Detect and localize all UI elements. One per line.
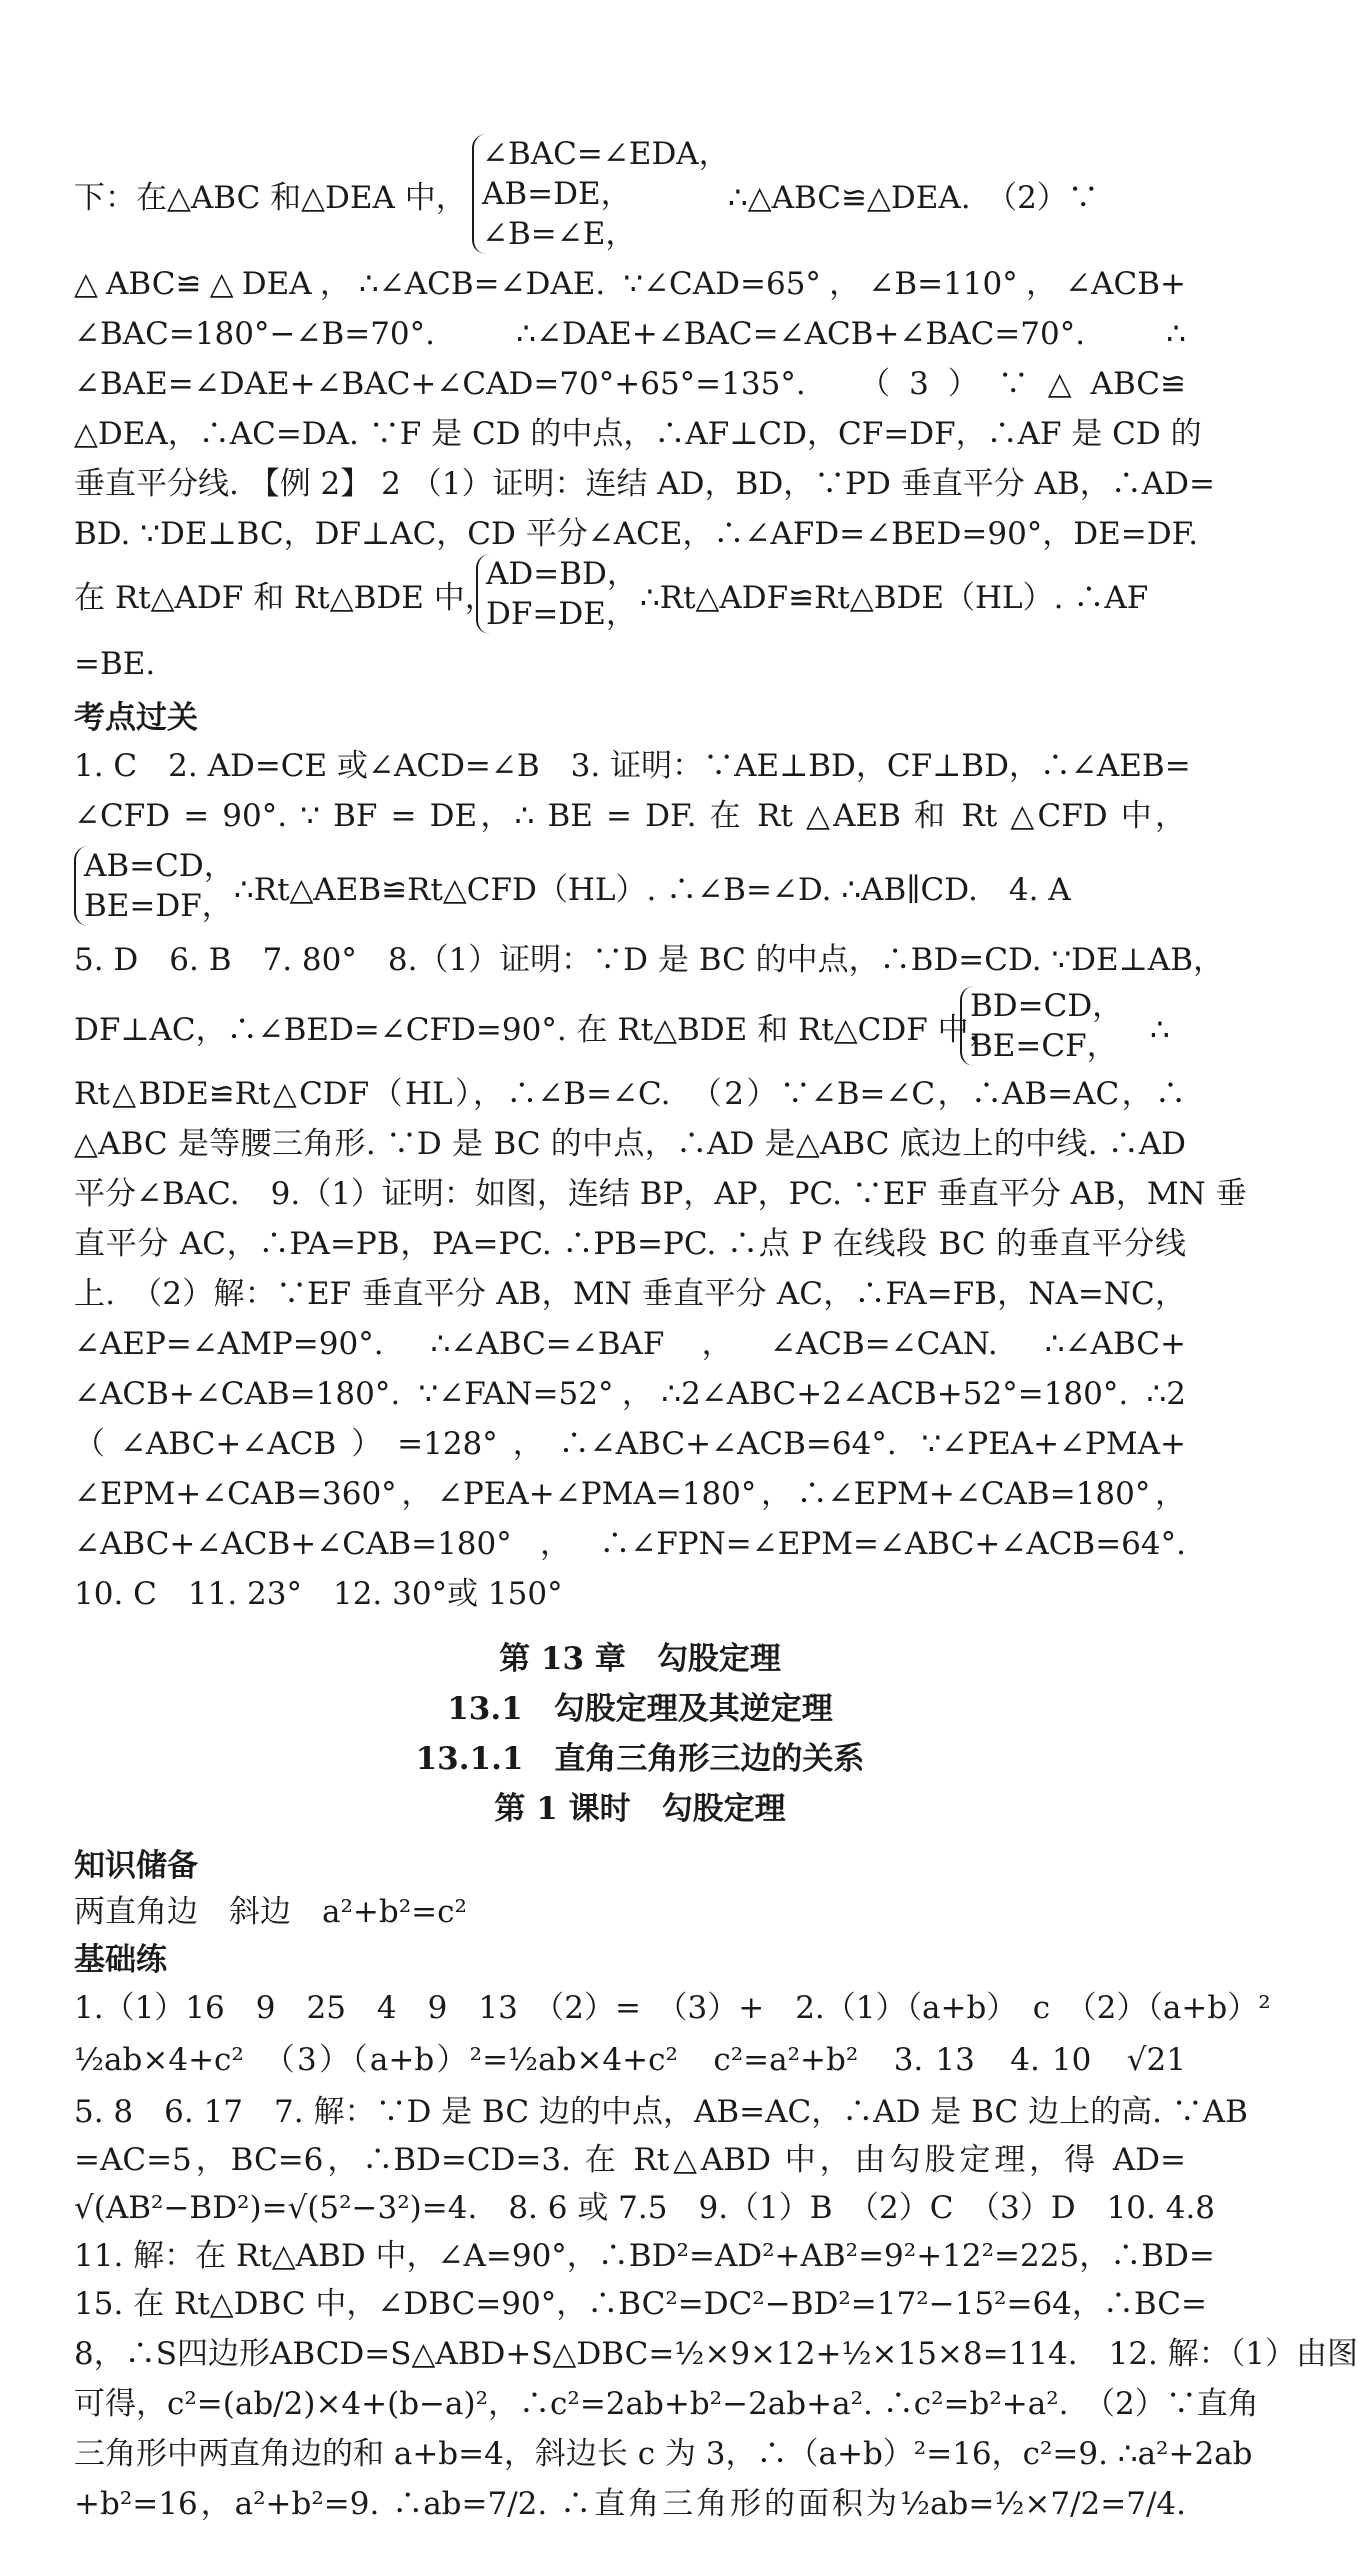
chapter-title: 第 13 章 勾股定理 (499, 1641, 781, 1677)
text-line: 1.（1）16 9 25 4 9 13 （2）= （3）+ 2.（1）（a+b） c （2）（a+b）² (74, 1990, 1271, 2026)
text-line: （∠ABC+∠ACB）=128°，∴∠ABC+∠ACB=64°. ∵∠PEA+∠PMA+ (74, 1426, 1186, 1462)
text-line: ∴Rt△AEB≌Rt△CFD（HL）. ∴∠B=∠D. ∴AB∥CD. 4. A (234, 872, 1071, 908)
text-line: ∴△ABC≌△DEA. （2）∵ (728, 180, 1099, 216)
text-line: 平分∠BAC. 9.（1）证明：如图，连结 BP，AP，PC. ∵EF 垂直平分 AB，MN 垂 (74, 1176, 1247, 1212)
text-line: Rt△BDE≌Rt△CDF（HL），∴∠B=∠C. （2）∵∠B=∠C，∴AB=AC，∴ (74, 1076, 1186, 1112)
text-line: △ABC 是等腰三角形. ∵D 是 BC 的中点，∴AD 是△ABC 底边上的中线. ∴AD (74, 1126, 1186, 1162)
equation-system (476, 554, 638, 634)
text-line: 8，∴S四边形ABCD=S△ABD+S△DBC=½×9×12+½×15×8=114. 12. 解：（1）由图 (74, 2336, 1358, 2372)
system-row: ∠BAC=∠EDA， (482, 136, 730, 172)
text-line: 上. （2）解：∵EF 垂直平分 AB，MN 垂直平分 AC，∴FA=FB，NA=NC， (74, 1276, 1186, 1312)
system-row: AD=BD， (486, 556, 638, 592)
text-line: =AC=5，BC=6，∴BD=CD=3. 在 Rt△ABD 中，由勾股定理，得 AD= (74, 2142, 1186, 2178)
text-line: 两直角边 斜边 a²+b²=c² (74, 1894, 467, 1930)
section-title: 13.1 勾股定理及其逆定理 (447, 1691, 833, 1727)
text-line: 15. 在 Rt△DBC 中，∠DBC=90°，∴BC²=DC²−BD²=17²−15²=64，∴BC= (74, 2286, 1207, 2322)
text-line: ∴ (1150, 1012, 1170, 1048)
system-row: AB=DE， (482, 176, 632, 212)
text-line: 1. C 2. AD=CE 或∠ACD=∠B 3. 证明：∵AE⊥BD，CF⊥BD，∴∠AEB= (74, 748, 1191, 784)
text-line: 直平分 AC，∴PA=PB，PA=PC. ∴PB=PC. ∴点 P 在线段 BC 的垂直平分线 (74, 1226, 1186, 1262)
text-line: ∠BAE=∠DAE+∠BAC+∠CAD=70°+65°=135°. （3）∵△ABC≌ (74, 366, 1186, 402)
text-line: 三角形中两直角边的和 a+b=4，斜边长 c 为 3，∴（a+b）²=16，c²=9. ∴a²+2ab (74, 2436, 1253, 2472)
text-line: =BE. (74, 646, 156, 682)
text-line: 5. 8 6. 17 7. 解：∵D 是 BC 边的中点，AB=AC，∴AD 是 BC 边上的高. ∵AB (74, 2094, 1248, 2130)
text-line: 5. D 6. B 7. 80° 8.（1）证明：∵D 是 BC 的中点，∴BD=CD. ∵DE⊥AB， (74, 942, 1224, 978)
text-line: 垂直平分线. 【例 2】 2 （1）证明：连结 AD，BD，∵PD 垂直平分 AB，∴AD= (74, 466, 1215, 502)
text-line: ∠EPM+∠CAB=360°，∠PEA+∠PMA=180°，∴∠EPM+∠CAB=180°， (74, 1476, 1186, 1512)
text-line: ∠ACB+∠CAB=180°. ∵∠FAN=52°，∴2∠ABC+2∠ACB+52°=180°. ∴2 (74, 1376, 1186, 1412)
text-line: ½ab×4+c² （3）（a+b）²=½ab×4+c² c²=a²+b² 3. 13 4. 10 √21 (74, 2042, 1186, 2078)
section-heading: 考点过关 (74, 700, 198, 736)
text-line: BD. ∵DE⊥BC，DF⊥AC，CD 平分∠ACE，∴∠AFD=∠BED=90°，DE=DF. (74, 516, 1199, 552)
text-line: 可得，c²=(ab/2)×4+(b−a)²，∴c²=2ab+b²−2ab+a². ∴c²=b²+a². （2）∵直角 (74, 2386, 1259, 2422)
text-line: ∠BAC=180°−∠B=70°. ∴∠DAE+∠BAC=∠ACB+∠BAC=70°. ∴ (74, 316, 1186, 352)
text-line: 下：在△ABC 和△DEA 中， (74, 180, 467, 216)
equation-system (960, 986, 1123, 1066)
equation-system (74, 846, 235, 926)
text-line: ∠CFD = 90°. ∵ BF = DE，∴ BE = DF. 在 Rt △AEB 和 Rt △CFD 中， (74, 798, 1186, 834)
system-row: BD=CD， (970, 988, 1124, 1024)
subsection-title: 13.1.1 直角三角形三边的关系 (415, 1741, 865, 1777)
system-row: AB=CD， (84, 848, 235, 884)
section-heading: 基础练 (74, 1942, 167, 1978)
text-line: 10. C 11. 23° 12. 30°或 150° (74, 1576, 563, 1612)
equation-system (472, 134, 730, 254)
system-row: DF=DE， (486, 596, 637, 632)
text-line: +b²=16，a²+b²=9. ∴ab=7/2. ∴直角三角形的面积为½ab=½×7/2=7/4. (74, 2486, 1186, 2522)
text-line: ∴Rt△ADF≌Rt△BDE（HL）. ∴AF (640, 580, 1149, 616)
lesson-title: 第 1 课时 勾股定理 (494, 1791, 786, 1827)
text-line: ∠AEP=∠AMP=90°. ∴∠ABC=∠BAF，∠ACB=∠CAN. ∴∠ABC+ (74, 1326, 1186, 1362)
text-line: 在 Rt△ADF 和 Rt△BDE 中， (74, 580, 496, 616)
system-row: BE=DF， (84, 888, 233, 924)
section-heading: 知识储备 (74, 1848, 198, 1884)
text-line: √(AB²−BD²)=√(5²−3²)=4. 8. 6 或 7.5 9.（1）B （2）C （3）D 10. 4.8 (74, 2190, 1216, 2226)
text-line: ∠ABC+∠ACB+∠CAB=180°，∴∠FPN=∠EPM=∠ABC+∠ACB=64°. (74, 1526, 1186, 1562)
text-line: △DEA，∴AC=DA. ∵F 是 CD 的中点，∴AF⊥CD，CF=DF，∴AF 是 CD 的 (74, 416, 1202, 452)
text-line: △ABC≌△DEA，∴∠ACB=∠DAE. ∵∠CAD=65°，∠B=110°，∠ACB+ (74, 266, 1186, 302)
text-line: DF⊥AC，∴∠BED=∠CFD=90°. 在 Rt△BDE 和 Rt△CDF 中， (74, 1012, 1000, 1048)
system-row: ∠B=∠E， (482, 216, 637, 252)
system-row: BE=CF， (970, 1028, 1118, 1064)
text-line: 11. 解：在 Rt△ABD 中，∠A=90°，∴BD²=AD²+AB²=9²+12²=225，∴BD= (74, 2238, 1215, 2274)
